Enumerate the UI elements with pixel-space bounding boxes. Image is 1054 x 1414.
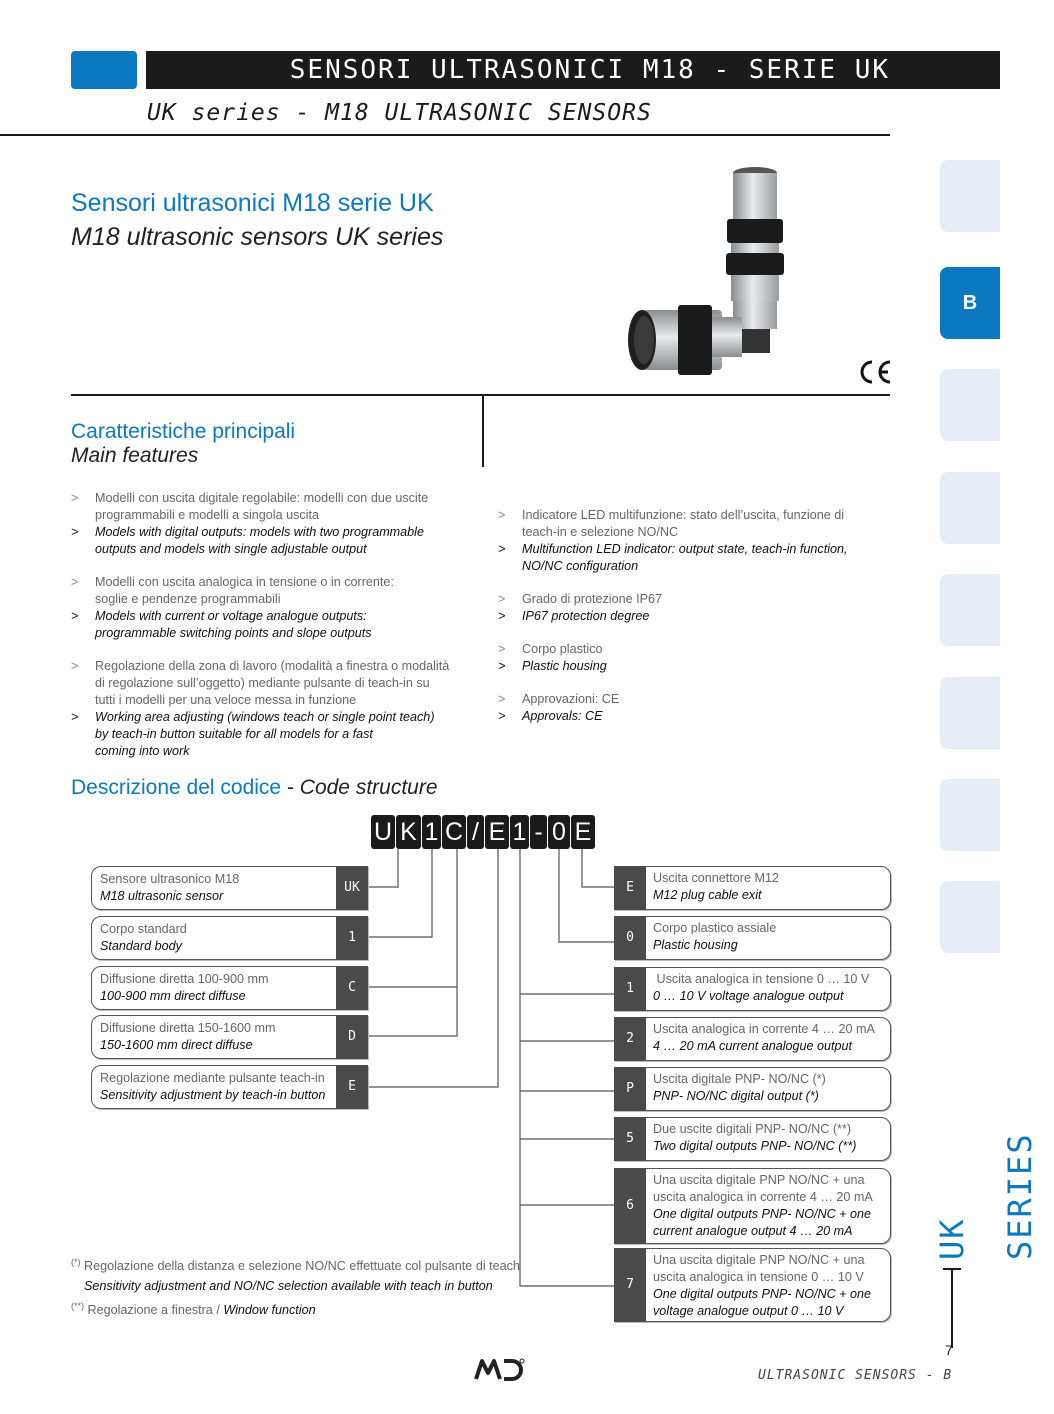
box-code-tag: 2 [614, 1017, 646, 1061]
code-box-right [614, 967, 891, 1011]
box-text-en: One digital outputs PNP- NO/NC + one [653, 1207, 872, 1221]
box-text-it: Una uscita digitale PNP NO/NC + una [653, 1173, 865, 1187]
code-char: 0 [548, 815, 570, 849]
box-text-en: 0 … 10 V voltage analogue output [653, 989, 844, 1003]
side-tab-active[interactable]: B [940, 267, 1000, 339]
side-series-text: UK SERIES [933, 1132, 1039, 1260]
box-text-en: One digital outputs PNP- NO/NC + one [653, 1287, 872, 1301]
feature-item-it: > Modelli con uscita digitale regolabile: modelli con due uscite programmabili e modelli a singola uscita [71, 491, 429, 522]
box-text-en: Standard body [100, 939, 182, 953]
box-code-tag: 1 [336, 916, 368, 960]
box-code-tag: 5 [614, 1117, 646, 1161]
feature-item-en: > IP67 protection degree [498, 609, 650, 623]
feature-item-en: > Models with digital outputs: models with two programmable outputs and models with single adjustable output [71, 525, 424, 556]
feature-item-it: > Indicatore LED multifunzione: stato dell’uscita, funzione di teach-in e selezione NO/NC [498, 508, 845, 539]
box-code-tag: P [614, 1067, 646, 1111]
brand-logo [474, 1357, 526, 1381]
box-text-it: Una uscita digitale PNP NO/NC + una [653, 1253, 865, 1267]
code-box-left [91, 1015, 368, 1059]
footnote-mark: (**) [71, 1301, 84, 1312]
feature-item-it: > Grado di protezione IP67 [498, 592, 663, 606]
feature-item-en: > Models with current or voltage analogue outputs: programmable switching points and slope outputs [71, 609, 372, 640]
box-text-it: Corpo standard [100, 922, 187, 936]
feature-item-en: > Approvals: CE [498, 709, 603, 723]
feature-item-it: > Corpo plastico [498, 642, 603, 656]
box-text-en: voltage analogue output 0 … 10 V [653, 1304, 844, 1318]
box-text-it: uscita analogica in corrente 4 … 20 mA [653, 1190, 873, 1204]
box-text-en: Sensitivity adjustment by teach-in button [100, 1088, 326, 1102]
box-text-en: PNP- NO/NC digital output (*) [653, 1089, 819, 1103]
header-subtitle: UK series - M18 ULTRASONIC SENSORS [147, 100, 652, 126]
feature-item-it: > Regolazione della zona di lavoro (modalità a finestra o modalità di regolazione sull’oggetto) mediante pulsante di teach-in su tutti i modelli per una veloce messa in funzione [71, 659, 450, 707]
code-box-left [91, 966, 368, 1010]
box-code-tag: 6 [614, 1168, 646, 1244]
box-code-tag: 1 [614, 967, 646, 1011]
code-box-right [614, 1248, 891, 1322]
box-text-en: M18 ultrasonic sensor [100, 889, 224, 903]
page-title-en: M18 ultrasonic sensors UK series [71, 223, 444, 251]
features-title-it: Caratteristiche principali [71, 420, 296, 443]
box-text-it: Diffusione diretta 100-900 mm [100, 972, 269, 986]
code-char: - [530, 815, 547, 849]
box-text-it: Regolazione mediante pulsante teach-in [100, 1071, 325, 1085]
box-text-it: Uscita connettore M12 [653, 871, 779, 885]
box-text-it: Corpo plastico assiale [653, 921, 777, 935]
feature-item-en: > Multifunction LED indicator: output state, teach-in function, NO/NC configuration [498, 542, 848, 573]
footnote-text-en: Window function [223, 1303, 316, 1318]
code-char: E [485, 815, 509, 849]
code-char: K [396, 815, 421, 849]
code-char: / [467, 815, 484, 849]
box-text-en: 4 … 20 mA current analogue output [653, 1039, 853, 1053]
code-char: U [371, 815, 395, 849]
footnote-1 [71, 1252, 520, 1276]
code-box-left [91, 866, 368, 910]
box-text-en: current analogue output 4 … 20 mA [653, 1224, 853, 1238]
footnote-text-it: Regolazione a finestra / [84, 1303, 224, 1318]
box-code-tag: C [336, 966, 368, 1010]
feature-item-en: > Working area adjusting (windows teach or single point teach) by teach-in button suitable for all models for a fast coming into work [71, 710, 435, 758]
box-text-en: Plastic housing [653, 938, 738, 952]
code-box-right [614, 866, 891, 910]
code-box-left [91, 1065, 368, 1109]
box-text-it: Diffusione diretta 150-1600 mm [100, 1021, 276, 1035]
features-title-en: Main features [71, 444, 199, 467]
footnote-text-it: Regolazione della distanza e selezione NO/NC effettuate col pulsante di teach [80, 1259, 520, 1274]
box-text-it: uscita analogica in tensione 0 … 10 V [653, 1270, 864, 1284]
page-number: 7 [945, 1342, 953, 1358]
feature-item-it: > Modelli con uscita analogica in tensione o in corrente: soglie e pendenze programmabili [71, 575, 394, 606]
box-code-tag: 0 [614, 916, 646, 960]
box-text-it: Due uscite digitali PNP- NO/NC (**) [653, 1122, 852, 1136]
code-char: 1 [422, 815, 441, 849]
footnote-1-en: Sensitivity adjustment and NO/NC selection available with teach in button [84, 1279, 493, 1294]
code-box-right [614, 916, 891, 960]
feature-item-en: > Plastic housing [498, 659, 607, 673]
box-text-en: 150-1600 mm direct diffuse [100, 1038, 253, 1052]
code-box-right [614, 1017, 891, 1061]
footnote-2 [71, 1296, 520, 1320]
box-text-en: M12 plug cable exit [653, 888, 762, 902]
box-code-tag: 7 [614, 1248, 646, 1322]
box-text-it: Sensore ultrasonico M18 [100, 872, 240, 886]
code-box-right [614, 1067, 891, 1111]
footnote-mark: (*) [71, 1257, 81, 1267]
code-box-right [614, 1117, 891, 1161]
code-box-right [614, 1168, 891, 1244]
box-text-en: 100-900 mm direct diffuse [100, 989, 246, 1003]
code-char: 1 [510, 815, 529, 849]
code-title-en: Code structure [299, 776, 438, 799]
box-text-en: Two digital outputs PNP- NO/NC (**) [653, 1139, 857, 1153]
box-text-it: Uscita analogica in tensione 0 … 10 V [653, 972, 870, 986]
code-title-it: Descrizione del codice [71, 776, 282, 799]
code-char: C [442, 815, 466, 849]
box-code-tag: E [336, 1065, 368, 1109]
box-code-tag: D [336, 1015, 368, 1059]
box-text-it: Uscita digitale PNP- NO/NC (*) [653, 1072, 826, 1086]
box-code-tag: UK [336, 866, 368, 910]
header-title: SENSORI ULTRASONICI M18 - SERIE UK [146, 51, 1000, 89]
page-title-it: Sensori ultrasonici M18 serie UK [71, 189, 434, 217]
footer-section: ULTRASONIC SENSORS - B [758, 1368, 953, 1383]
code-char: E [571, 815, 595, 849]
code-title-separator: - [281, 776, 300, 799]
footnotes [71, 1252, 520, 1320]
feature-item-it: > Approvazioni: CE [498, 692, 620, 706]
box-code-tag: E [614, 866, 646, 910]
box-text-it: Uscita analogica in corrente 4 … 20 mA [653, 1022, 875, 1036]
code-box-left [91, 916, 368, 960]
